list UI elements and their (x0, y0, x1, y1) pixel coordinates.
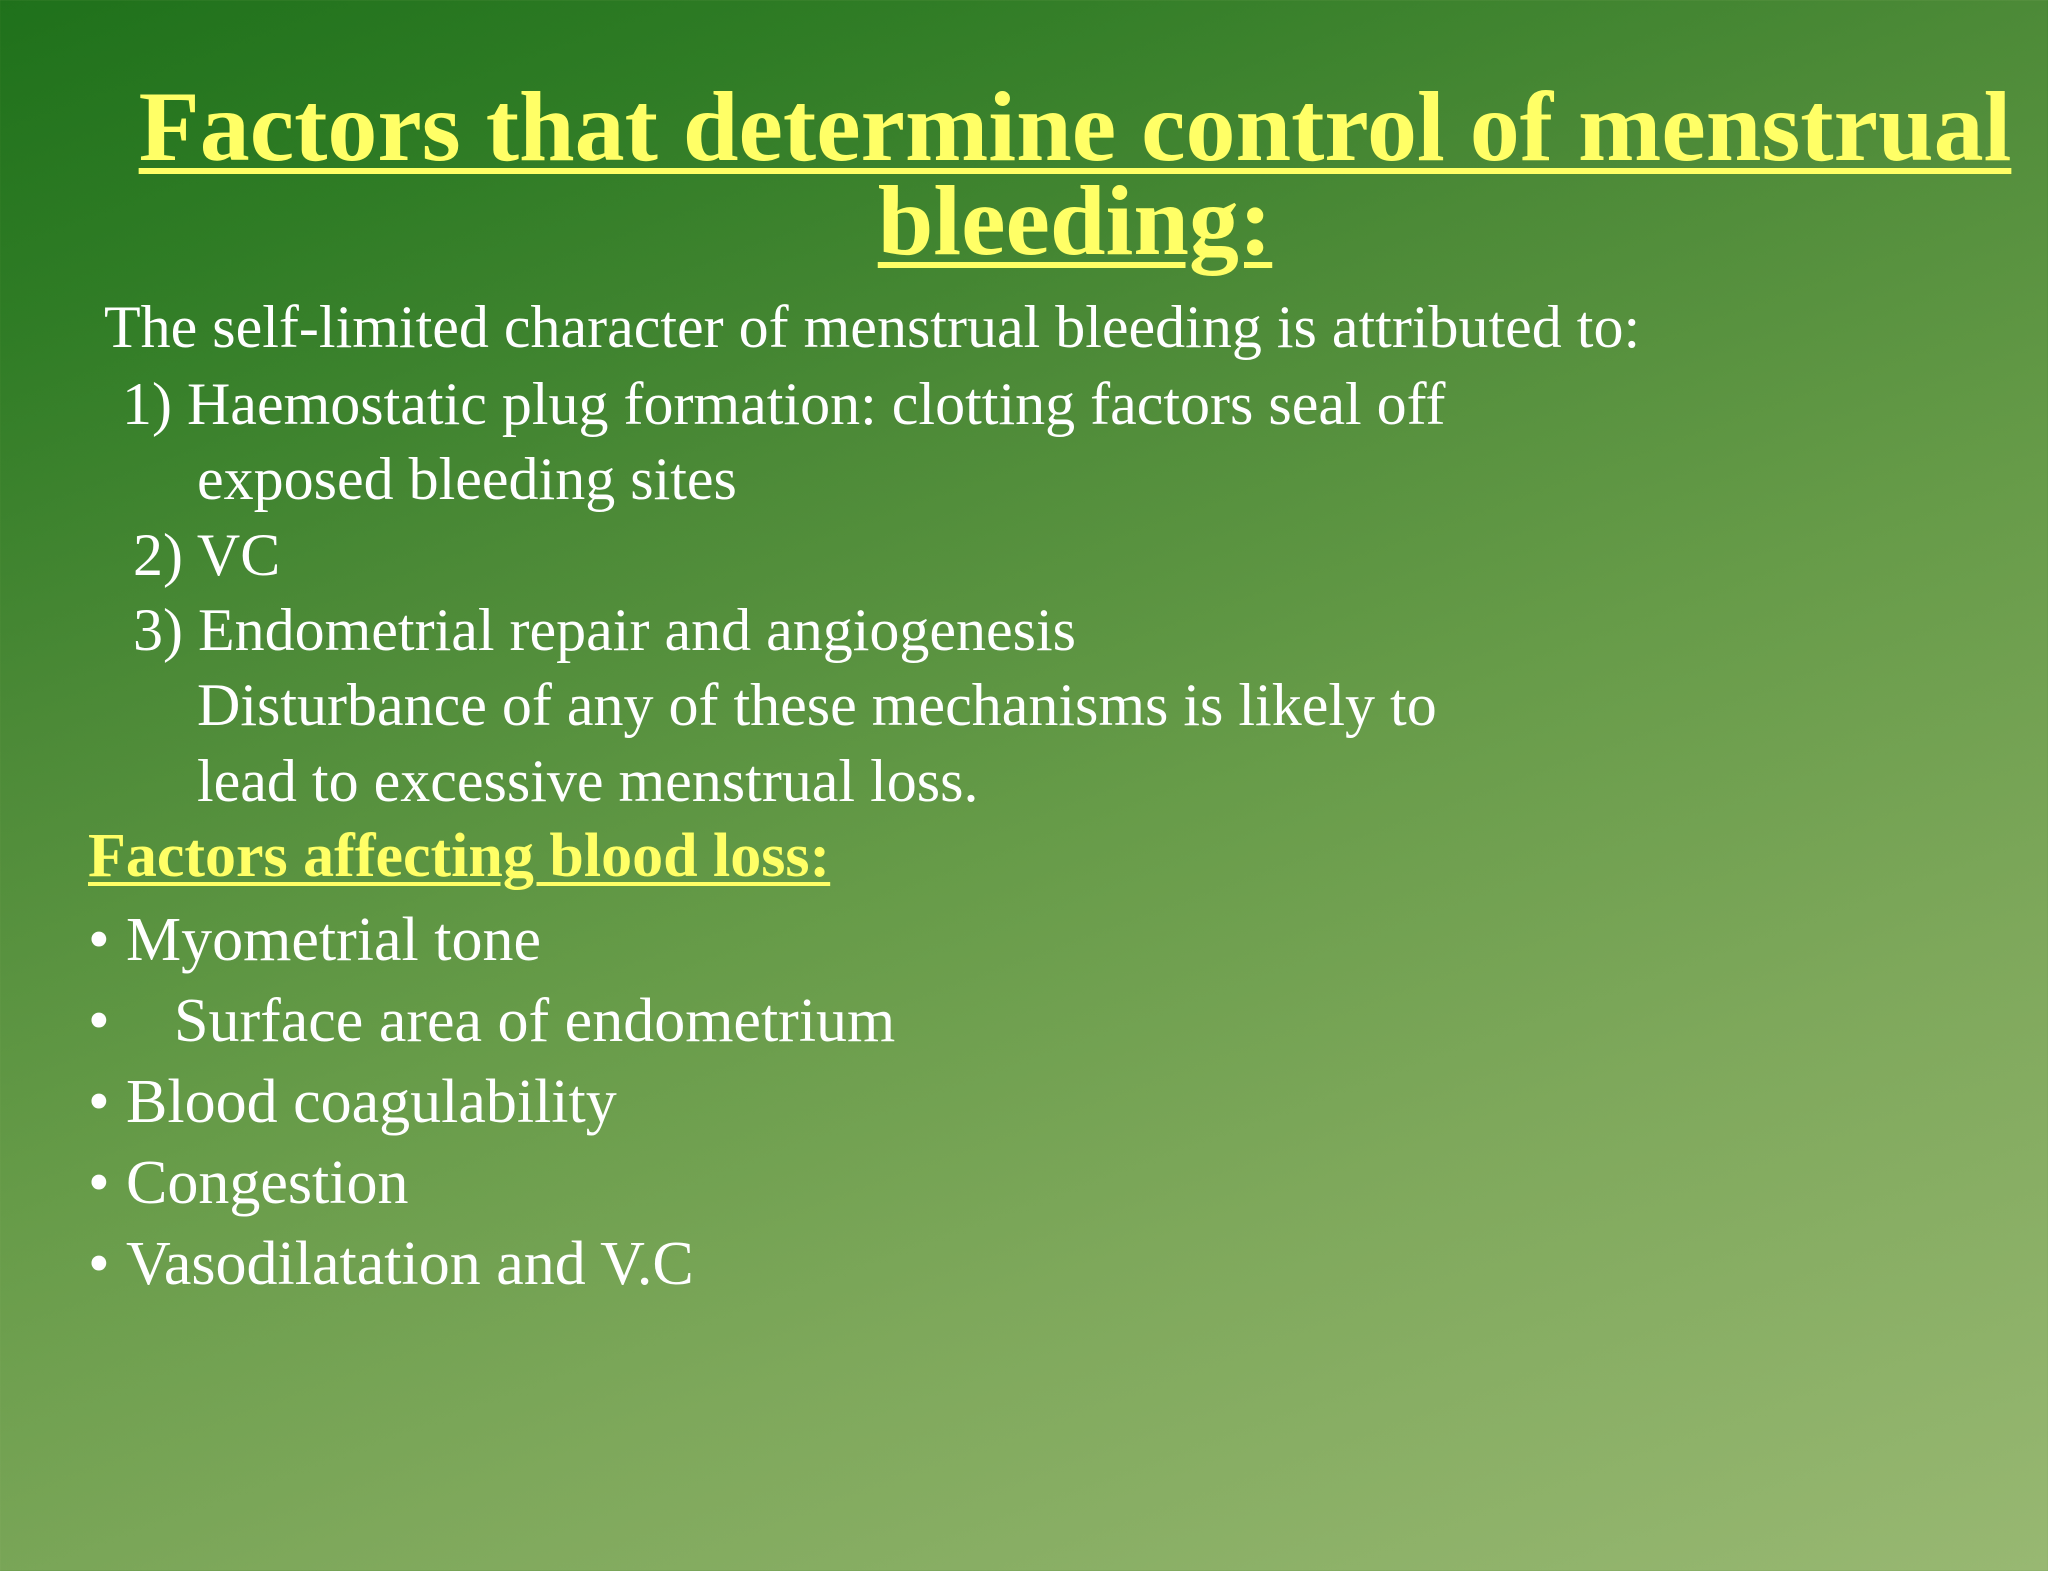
bullet-text: Myometrial tone (126, 906, 541, 974)
bullet-icon: • (88, 906, 110, 974)
bullet-item (88, 900, 895, 981)
bullet-text: Congestion (126, 1149, 409, 1217)
disturbance-note-continued: lead to excessive menstrual loss. (197, 748, 979, 814)
slide-title-line-1: Factors that determine control of menstrual (138, 71, 2012, 182)
bullet-icon: • (88, 1068, 110, 1136)
bullet-icon: • (88, 987, 110, 1055)
bullet-icon: • (88, 1230, 110, 1298)
list-item-3: 3) Endometrial repair and angiogenesis (133, 597, 1077, 663)
bullet-item (88, 1224, 895, 1305)
blood-loss-factors-list (88, 900, 895, 1305)
slide-title-line-2: bleeding: (877, 165, 1273, 276)
bullet-item (88, 1143, 895, 1224)
intro-text: The self-limited character of menstrual bleeding is attributed to: (104, 294, 1641, 360)
disturbance-note: Disturbance of any of these mechanisms is likely to (197, 672, 1437, 738)
bullet-text: Vasodilatation and V.C (126, 1230, 694, 1298)
subheading-blood-loss: Factors affecting blood loss: (88, 822, 831, 890)
bullet-item (88, 981, 895, 1062)
slide-title (60, 71, 2048, 276)
bullet-icon: • (88, 1149, 110, 1217)
list-item-2: 2) VC (133, 522, 281, 588)
list-item-1-continued: exposed bleeding sites (197, 446, 737, 512)
bullet-text: Surface area of endometrium (174, 987, 896, 1055)
list-item-1: 1) Haemostatic plug formation: clotting factors seal off (122, 371, 1446, 437)
bullet-text: Blood coagulability (126, 1068, 617, 1136)
bullet-item (88, 1062, 895, 1143)
